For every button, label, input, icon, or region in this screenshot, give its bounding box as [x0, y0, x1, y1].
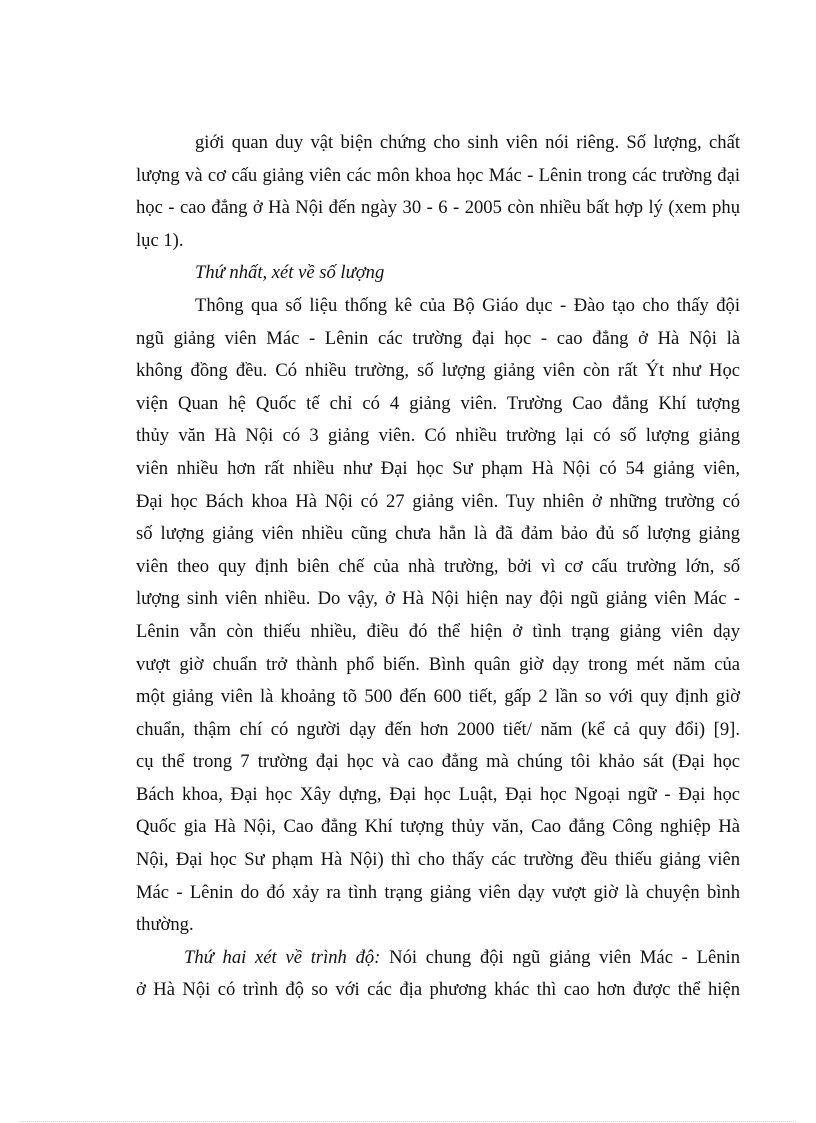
paragraph-1-line-3: học - cao đẳng ở Hà Nội đến ngày 30 - 6 - 2005 còn nhiều bất hợp lý (xem phụ — [136, 197, 740, 219]
paragraph-2-line-2: ngũ giảng viên Mác - Lênin các trường đại học - cao đẳng ở Hà Nội là — [136, 327, 740, 349]
paragraph-1-line-2: lượng và cơ cấu giảng viên các môn khoa học Mác - Lênin trong các trường đại — [136, 164, 740, 186]
paragraph-2-line-9: viên theo quy định biên chế của nhà trường, bởi vì cơ cấu trường lớn, số — [136, 555, 740, 577]
paragraph-2-line-19: Mác - Lênin do đó xảy ra tình trạng giảng viên dạy vượt giờ là chuyện bình — [136, 881, 740, 903]
section-heading-qualification: Thứ hai xét về trình độ: — [184, 946, 381, 968]
paragraph-2-line-11: Lênin vẫn còn thiếu nhiều, điều đó thể hiện ở tình trạng giảng viên dạy — [136, 620, 740, 642]
paragraph-2-line-3: không đồng đều. Có nhiều trường, số lượng giảng viên còn rất Ýt như Học — [136, 360, 740, 382]
paragraph-2-line-15: cụ thể trong 7 trường đại học và cao đẳng mà chúng tôi khảo sát (Đại học — [136, 751, 740, 773]
paragraph-2-line-12: vượt giờ chuẩn trở thành phổ biến. Bình quân giờ dạy trong mét năm của — [136, 653, 740, 675]
paragraph-2-line-1: Thông qua số liệu thống kê của Bộ Giáo dục - Đào tạo cho thấy đội — [195, 294, 740, 316]
paragraph-2-line-7: Đại học Bách khoa Hà Nội có 27 giảng viên. Tuy nhiên ở những trường có — [136, 490, 740, 512]
paragraph-2-line-5: thủy văn Hà Nội có 3 giảng viên. Có nhiều trường lại có số lượng giảng — [136, 425, 740, 447]
paragraph-2-line-17: Quốc gia Hà Nội, Cao đẳng Khí tượng thủy văn, Cao đẳng Công nghiệp Hà — [136, 816, 740, 838]
paragraph-2-line-20: thường. — [136, 914, 194, 936]
body-text — [136, 127, 740, 1007]
paragraph-2-line-4: viện Quan hệ Quốc tế chỉ có 4 giảng viên. Trường Cao đẳng Khí tượng — [136, 392, 740, 414]
paragraph-1-line-4: lục 1). — [136, 229, 184, 251]
paragraph-3-line-1-text: Nói chung đội ngũ giảng viên Mác - Lênin — [380, 946, 740, 968]
paragraph-2-line-18: Nội, Đại học Sư phạm Hà Nội) thì cho thấy các trường đều thiếu giảng viên — [136, 849, 740, 871]
paragraph-3-line-1 — [136, 942, 740, 975]
page-bottom-rule — [20, 1121, 796, 1122]
section-heading-quantity: Thứ nhất, xét về số lượng — [195, 262, 385, 284]
paragraph-1-line-1: giới quan duy vật biện chứng cho sinh viên nói riêng. Số lượng, chất — [195, 132, 740, 153]
paragraph-3-line-2: ở Hà Nội có trình độ so với các địa phương khác thì cao hơn được thể hiện — [136, 979, 740, 1001]
paragraph-2-line-14: chuẩn, thậm chí có người dạy đến hơn 2000 tiết/ năm (kể cả quy đổi) [9]. — [136, 718, 740, 740]
paragraph-2-line-16: Bách khoa, Đại học Xây dựng, Đại học Luật, Đại học Ngoại ngữ - Đại học — [136, 783, 740, 805]
paragraph-2-line-6: viên nhiều hơn rất nhiều như Đại học Sư phạm Hà Nội có 54 giảng viên, — [136, 457, 740, 479]
paragraph-2-line-10: lượng sinh viên nhiều. Do vậy, ở Hà Nội hiện nay đội ngũ giảng viên Mác - — [136, 588, 740, 610]
paragraph-2-line-13: một giảng viên là khoảng tõ 500 đến 600 tiết, gấp 2 lần so với quy định giờ — [136, 686, 740, 708]
paragraph-2-line-8: số lượng giảng viên nhiều cũng chưa hẳn là đã đảm bảo đủ số lượng giảng — [136, 523, 740, 545]
